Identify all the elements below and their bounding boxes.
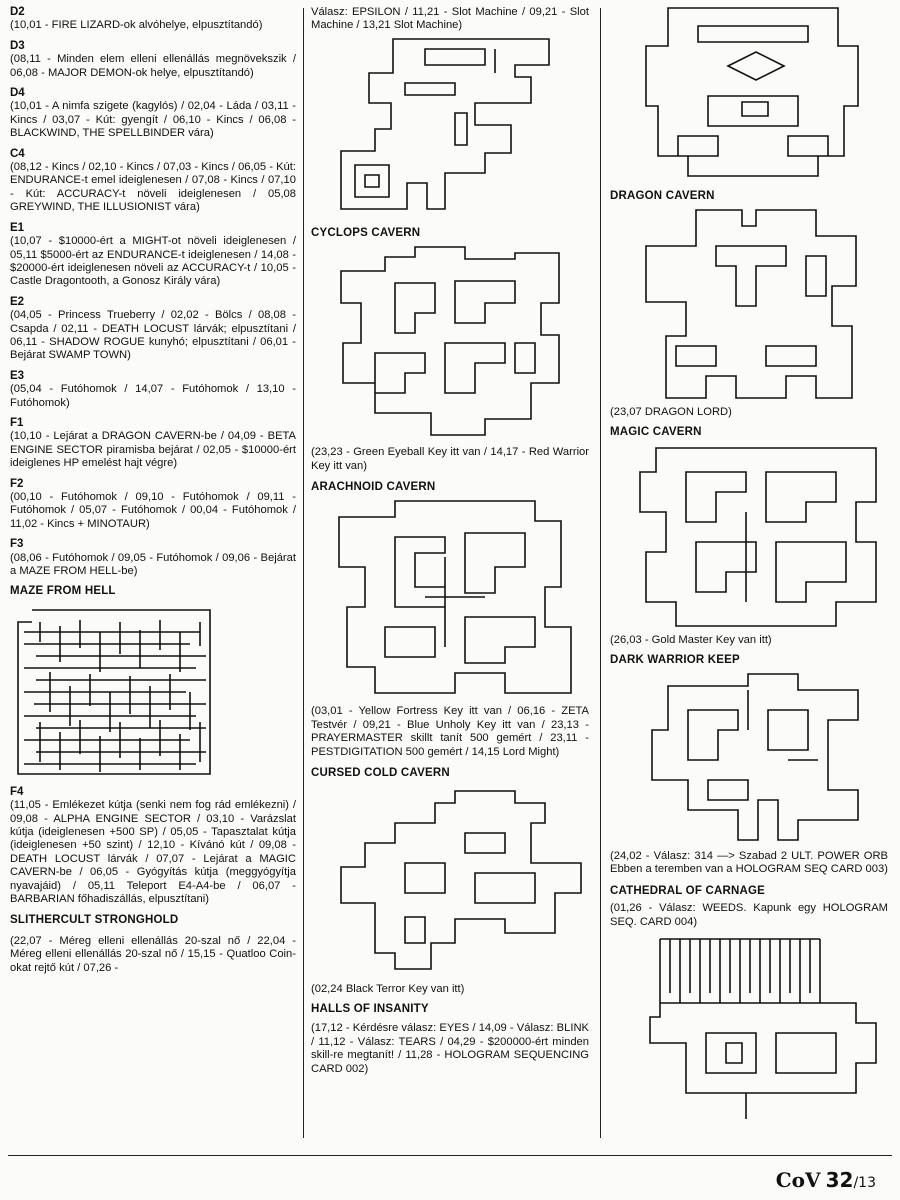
cursed-cold-heading: CURSED COLD CAVERN	[311, 767, 450, 780]
cursed-cold-map	[335, 783, 585, 973]
entry-label: E1	[10, 221, 25, 234]
slithercult-heading: SLITHERCULT STRONGHOLD	[10, 913, 179, 926]
entry-label: F2	[10, 477, 24, 490]
entry-text: (05,04 - Futóhomok / 14,07 - Futóhomok / 13,10 - Futóhomok)	[10, 383, 296, 409]
magazine-brand: CoV	[775, 1168, 821, 1192]
cathedral-heading: CATHEDRAL OF CARNAGE	[610, 884, 765, 897]
entry-text: (08,11 - Minden elem elleni ellenállás megnövekszik / 06,08 - MAJOR DEMON-ok helye, elpusztítandó)	[10, 53, 296, 79]
slithercult-map	[335, 33, 565, 223]
entry-label: F1	[10, 416, 24, 429]
entry-label: C4	[10, 147, 25, 160]
region-entries	[10, 6, 296, 578]
dark-warrior-keep-heading: DARK WARRIOR KEEP	[610, 653, 740, 666]
entry-e3	[10, 370, 296, 410]
entry-f4-label: F4	[10, 785, 24, 798]
dragon-cavern-map	[626, 206, 866, 402]
column-2	[311, 6, 589, 1076]
slithercult-text: (22,07 - Méreg elleni ellenállás 20-szal nő / 22,04 - Méreg elleni ellenállás 20-szal nő / 15,15 - Quatloo Coin-okat rejtő kút / 07,26 -	[10, 934, 296, 974]
column-divider-2	[600, 8, 601, 1138]
entry-f4-text: (11,05 - Emlékezet kútja (senki nem fog rád emlékezni) / 09,08 - ALPHA ENGINE SECTOR / 03,10 - Varázslat kútja (ideiglenesen +500 SP) / 05,05 - Tapasztalat kútja (ideiglenesen +50 szint) / 12,10 - Kívánó kút / 09,08 - DEATH LOCUST lárvák / 07,07 - Lejárat a MAGIC CAVERN-be / 06,05 - Gyógyítás kútja (meggyógyítja nyavajáid) / 05,11 Teleport E4-A4-be / 06,07 - BARBARIAN főhadiszállás, elpusztítani)	[10, 799, 296, 906]
entry-e1	[10, 222, 296, 289]
entry-f4	[10, 786, 296, 907]
maze-from-hell-heading: MAZE FROM HELL	[10, 585, 116, 598]
cathedral-map	[646, 933, 886, 1123]
entry-text: (10,01 - FIRE LIZARD-ok alvóhelye, elpusztítandó)	[10, 19, 263, 32]
dark-warrior-keep-map	[648, 670, 898, 846]
entry-label: F3	[10, 538, 24, 551]
entry-text: (04,05 - Princess Trueberry / 02,02 - Bölcs / 08,08 - Csapda / 02,11 - DEATH LOCUST lárvák; elpusztítani / 06,11 - SHADOW ROGUE kunyhó; elpusztítani / 06,01 - Bejárat SWAMP TOWN)	[10, 309, 296, 362]
entry-label: E3	[10, 369, 25, 382]
page-footer	[776, 1168, 876, 1192]
dark-warrior-keep-text: (24,02 - Válasz: 314 —> Szabad 2 ULT. POWER ORB Ebben a teremben van a HOLOGRAM SEQ CARD 003)	[610, 850, 888, 876]
cyclops-text: (23,23 - Green Eyeball Key itt van / 14,17 - Red Warrior Key itt van)	[311, 446, 589, 472]
dragon-cavern-heading: DRAGON CAVERN	[610, 190, 715, 202]
cathedral-text: (01,26 - Válasz: WEEDS. Kapunk egy HOLOGRAM SEQ. CARD 004)	[610, 902, 888, 928]
issue-number: 32	[825, 1168, 854, 1192]
footer-rule	[8, 1155, 892, 1156]
entry-e2	[10, 296, 296, 363]
magic-cavern-text: (26,03 - Gold Master Key van itt)	[610, 634, 772, 647]
halls-of-insanity-text: (17,12 - Kérdésre válasz: EYES / 14,09 - Válasz: BLINK / 11,12 - Válasz: TEARS / 04,29 - $200000-ért minden skill-re megtanít! / 11,28 - HOLOGRAM SEQUENCING CARD 002)	[311, 1022, 589, 1075]
entry-d2	[10, 6, 296, 33]
column-divider-1	[303, 8, 304, 1138]
page-number: /13	[853, 1175, 876, 1191]
cyclops-heading: CYCLOPS CAVERN	[311, 226, 421, 239]
halls-of-insanity-heading: HALLS OF INSANITY	[311, 1002, 429, 1015]
cursed-cold-text: (02,24 Black Terror Key van itt)	[311, 983, 465, 996]
entry-text: (08,06 - Futóhomok / 09,05 - Futóhomok / 09,06 - Bejárat a MAZE FROM HELL-be)	[10, 551, 296, 578]
entry-label: D3	[10, 39, 25, 52]
entry-text: (10,10 - Lejárat a DRAGON CAVERN-be / 04,09 - BETA ENGINE SECTOR piramisba bejárat / 02,05 - $10000-ért ideiglenes HP emelést hajt végre)	[10, 430, 296, 470]
column-3	[610, 6, 888, 1123]
halls-of-insanity-map	[638, 6, 868, 182]
maze-from-hell-map	[10, 602, 222, 782]
magic-cavern-heading: MAGIC CAVERN	[610, 425, 702, 438]
entry-label: D4	[10, 87, 25, 100]
entry-f2	[10, 478, 296, 532]
cyclops-map	[335, 243, 565, 443]
arachnoid-map	[335, 497, 575, 697]
entry-d3	[10, 40, 296, 80]
entry-c4	[10, 148, 296, 215]
slithercult-continued-text: Válasz: EPSILON / 11,21 - Slot Machine / 09,21 - Slot Machine / 13,21 Slot Machine)	[311, 6, 589, 32]
entry-d4	[10, 87, 296, 141]
entry-text: (08,12 - Kincs / 02,10 - Kincs / 07,03 - Kincs / 06,05 - Kút: ENDURANCE-t emel ideiglenesen / 07,08 - Kincs / 07,10 - Kút: ACCURACY-t növeli ideiglenesen / 05,08 GREYWIND, THE ILLUSIONIST vára)	[10, 161, 296, 214]
entry-label: E2	[10, 295, 25, 308]
entry-f3	[10, 538, 296, 578]
entry-f1	[10, 417, 296, 471]
entry-text: (10,07 - $10000-ért a MIGHT-ot növeli ideiglenesen / 05,11 $5000-ért az ENDURANCE-t ideiglenesen / 14,08 - $20000-ért ideiglenesen növeli az ACCURACY-t / 10,05 - Castle Dragontooth, a Gonosz Király vára)	[10, 235, 296, 288]
column-1	[10, 6, 296, 975]
entry-text: (10,01 - A nimfa szigete (kagylós) / 02,04 - Láda / 03,11 - Kincs / 03,07 - Kút: gyengít / 06,10 - Kincs / 06,08 - BLACKWIND, THE SPELLBINDER vára)	[10, 100, 296, 140]
arachnoid-heading: ARACHNOID CAVERN	[311, 481, 436, 494]
dragon-cavern-text: (23,07 DRAGON LORD)	[610, 406, 732, 419]
entry-label: D2	[10, 6, 25, 18]
entry-text: (00,10 - Futóhomok / 09,10 - Futóhomok / 09,11 - Futóhomok / 05,07 - Futóhomok / 00,04 - Futóhomok / 11,02 - Kincs + MINOTAUR)	[10, 491, 296, 530]
arachnoid-text: (03,01 - Yellow Fortress Key itt van / 06,16 - ZETA Testvér / 09,21 - Blue Unholy Key itt van / 23,13 - PRAYERMASTER skillt tanít 500 gemért / 23,11 - PESTDIGITATION 500 gemért / 14,15 Lord Might)	[311, 705, 589, 758]
magic-cavern-map	[636, 442, 886, 630]
